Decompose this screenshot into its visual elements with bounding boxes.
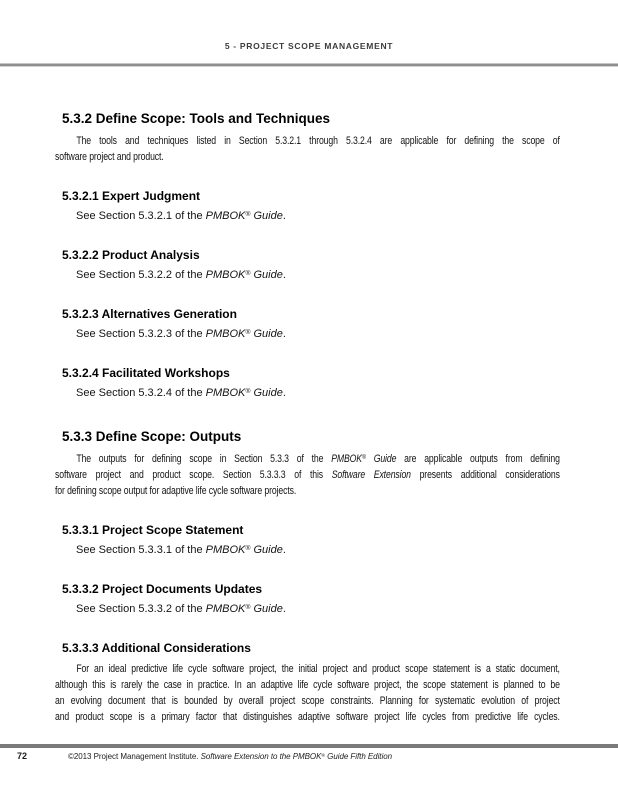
paragraph-line: software project and product. [55,151,164,163]
see-reference: See Section 5.3.2.4 of the PMBOK® Guide. [76,387,286,399]
page-number: 72 [17,751,28,761]
page-content [0,111,618,725]
paragraph [55,661,560,725]
see-reference: See Section 5.3.2.2 of the PMBOK® Guide. [76,269,286,281]
subsection-heading-5-3-2-4: 5.3.2.4 Facilitated Workshops [62,366,230,380]
header-rule [0,63,618,67]
see-reference: See Section 5.3.3.2 of the PMBOK® Guide. [76,603,286,615]
section-heading-5-3-3: 5.3.3 Define Scope: Outputs [62,429,242,444]
paragraph-line: an evolving document that is bounded by overall project scope constraints. Planning for systematic evolution of project [55,695,560,707]
paragraph-line: for defining scope output for adaptive life cycle software projects. [55,485,297,497]
paragraph-line: The tools and techniques listed in Section 5.3.2.1 through 5.3.2.4 are applicable for defining the scope of [76,135,560,147]
section-heading-5-3-2: 5.3.2 Define Scope: Tools and Techniques [62,111,331,126]
paragraph [55,451,560,499]
page-header [0,0,618,63]
footer-rule [0,744,618,748]
subsection-heading-5-3-2-1: 5.3.2.1 Expert Judgment [62,189,201,203]
copyright-line: ©2013 Project Management Institute. Software Extension to the PMBOK® Guide Fifth Edition [68,752,393,761]
paragraph-line: although this is rarely the case in practice. In an adaptive life cycle software project, the scope statement is planned to be [55,679,560,691]
subsection-heading-5-3-3-2: 5.3.3.2 Project Documents Updates [62,582,263,596]
see-reference: See Section 5.3.2.3 of the PMBOK® Guide. [76,328,286,340]
see-reference: See Section 5.3.2.1 of the PMBOK® Guide. [76,210,286,222]
subsection-heading-5-3-2-3: 5.3.2.3 Alternatives Generation [62,307,237,321]
paragraph-line: For an ideal predictive life cycle software project, the initial project and product scope statement is a static document, [76,663,560,675]
subsection-heading-5-3-2-2: 5.3.2.2 Product Analysis [62,248,200,262]
paragraph-line: The outputs for defining scope in Section 5.3.3 of the PMBOK® Guide are applicable outputs from defining [76,453,560,465]
paragraph-line: and product scope is a primary factor that distinguishes adaptive software project life cycles from predictive life cycles. [55,711,560,723]
subsection-heading-5-3-3-1: 5.3.3.1 Project Scope Statement [62,523,244,537]
paragraph-line: software project and product scope. Section 5.3.3.3 of this Software Extension presents additional considerations [55,469,560,481]
paragraph [55,133,560,165]
see-reference: See Section 5.3.3.1 of the PMBOK® Guide. [76,544,286,556]
subsection-heading-5-3-3-3: 5.3.3.3 Additional Considerations [62,641,251,655]
running-header-title: 5 - PROJECT SCOPE MANAGEMENT [224,41,394,51]
